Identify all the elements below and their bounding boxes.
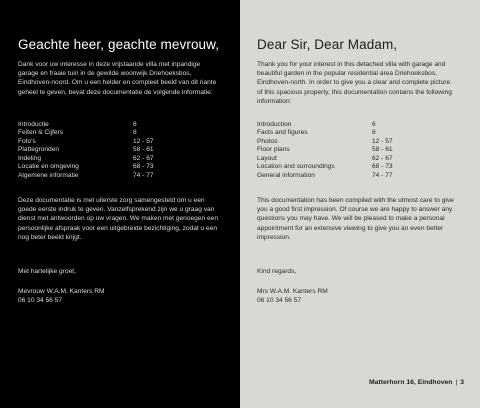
toc-label: Floor plans	[257, 146, 290, 154]
toc-label: General information	[257, 171, 315, 179]
toc-page: 8	[133, 129, 137, 137]
toc-page: 62 - 67	[372, 154, 393, 162]
toc-row	[257, 137, 457, 145]
footer-separator: |	[455, 379, 458, 386]
toc-row	[257, 145, 457, 153]
toc-label: Algemene informatie	[18, 171, 79, 179]
toc-label: Feiten & Cijfers	[18, 129, 64, 137]
toc-row	[18, 128, 218, 136]
toc-row	[257, 154, 457, 162]
toc-row	[18, 171, 218, 179]
toc-label: Indeling	[18, 154, 42, 162]
toc-page: 68 - 73	[372, 163, 393, 171]
toc-label: Introduction	[257, 121, 292, 128]
english-table-of-contents	[257, 120, 457, 179]
toc-label: Foto's	[18, 137, 36, 145]
dutch-regards: Met hartelijke groet,	[18, 268, 76, 275]
signature-name: Mrs W.A.M. Kanters RM	[257, 288, 328, 295]
dutch-signature	[18, 287, 218, 305]
toc-label: Introductie	[18, 121, 49, 128]
signature-phone: 06 10 34 56 57	[18, 297, 62, 305]
toc-page: 58 - 61	[133, 146, 154, 154]
toc-page: 12 - 57	[372, 137, 393, 145]
dutch-heading: Geachte heer, geachte mevrouw,	[18, 37, 220, 52]
dutch-intro-paragraph: Dank voor uw interesse in deze vrijstaande villa met inpandige garage en fraaie tuin in de gewilde woonwijk Driehoeksbos, Eindhoven-noord. Om u een helder en compleet beeld van dit riante geheel te geven, bevat deze documentatie de volgende informatie:	[18, 61, 217, 96]
toc-page: 8	[372, 129, 376, 137]
toc-row	[257, 171, 457, 179]
toc-page: 12 - 57	[133, 137, 154, 145]
toc-row	[257, 120, 457, 128]
toc-label: Plattegronden	[18, 146, 60, 154]
toc-label: Facts and figures	[257, 129, 308, 137]
signature-phone: 06 10 34 56 57	[257, 297, 301, 305]
dutch-table-of-contents	[18, 120, 218, 179]
dutch-closing-paragraph: Deze documentatie is met uiterste zorg samengesteld om u een goede eerste indruk te geven. Vanzelfsprekend zijn we u graag van dienst met antwoorden op uw vragen. We maken met genoegen een persoonlijke afspraak voor een uitgebreide bezichtiging, zodat u een nog beter beeld krijgt.	[18, 197, 219, 241]
signature-name: Mevrouw W.A.M. Kanters RM	[18, 288, 105, 295]
english-signature	[257, 287, 457, 305]
toc-label: Photos	[257, 137, 278, 145]
page-number: 3	[460, 379, 464, 386]
toc-label: Layout	[257, 154, 277, 162]
page-footer	[369, 379, 464, 386]
toc-row	[18, 120, 218, 128]
toc-page: 6	[372, 121, 376, 128]
english-closing-paragraph: This documentation has been compiled with the utmost care to give you a good first impression. Of course we are happy to answer any questions you may have. We will be pleased to make a personal appointment for an extensive viewing to give you an even better impression.	[257, 197, 454, 241]
toc-row	[257, 128, 457, 136]
toc-label: Locatie en omgeving	[18, 163, 79, 171]
toc-row	[18, 154, 218, 162]
english-column	[240, 0, 480, 408]
english-intro-paragraph: Thank you for your interest in this detached villa with garage and beautiful garden in the popular residential area Driehoeksbos, Eindhoven-north. In order to give you a clear and complete picture of this spacious property, this documentation contains the following information:	[257, 61, 452, 105]
toc-row	[18, 137, 218, 145]
toc-page: 74 - 77	[133, 171, 154, 179]
toc-page: 6	[133, 121, 137, 128]
toc-label: Location and surroundings	[257, 163, 335, 171]
toc-page: 68 - 73	[133, 163, 154, 171]
toc-row	[257, 162, 457, 170]
toc-page: 58 - 61	[372, 146, 393, 154]
english-heading: Dear Sir, Dear Madam,	[257, 37, 398, 52]
toc-row	[18, 145, 218, 153]
toc-page: 62 - 67	[133, 154, 154, 162]
footer-address: Matterhorn 16, Eindhoven	[368, 379, 453, 386]
english-regards: Kind regards,	[257, 268, 297, 275]
toc-row	[18, 162, 218, 170]
toc-page: 74 - 77	[372, 171, 393, 179]
